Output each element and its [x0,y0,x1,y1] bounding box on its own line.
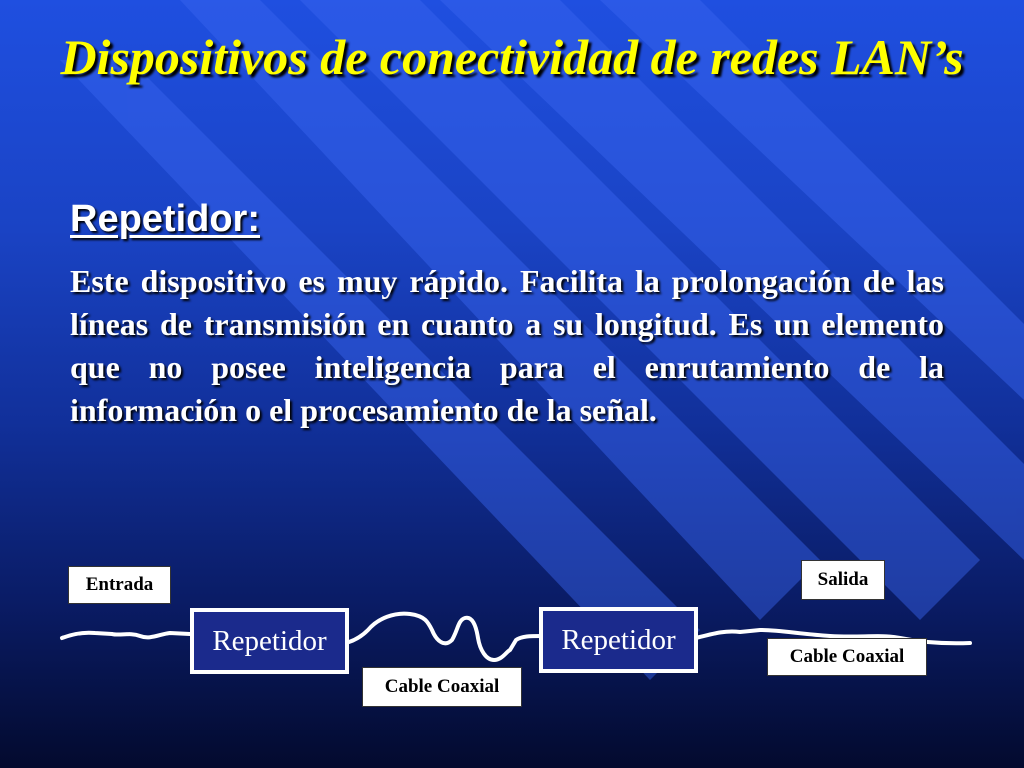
input-label: Entrada [68,566,171,604]
body-paragraph: Este dispositivo es muy rápido. Facilita la prolongación de las líneas de transmisión en cuanto a su longitud. Es un elemento que no posee inteligencia para el enrutamiento de la información o el procesamiento de la señal. [70,263,944,428]
repeater-box-2: Repetidor [539,607,698,673]
cable-label-right: Cable Coaxial [767,638,927,676]
slide-title: Dispositivos de conectividad de redes LAN’s [60,29,964,85]
section-heading: Repetidor: [70,198,260,240]
cable-label-middle: Cable Coaxial [362,667,522,707]
repeater-box-1: Repetidor [190,608,349,674]
output-label: Salida [801,560,885,600]
